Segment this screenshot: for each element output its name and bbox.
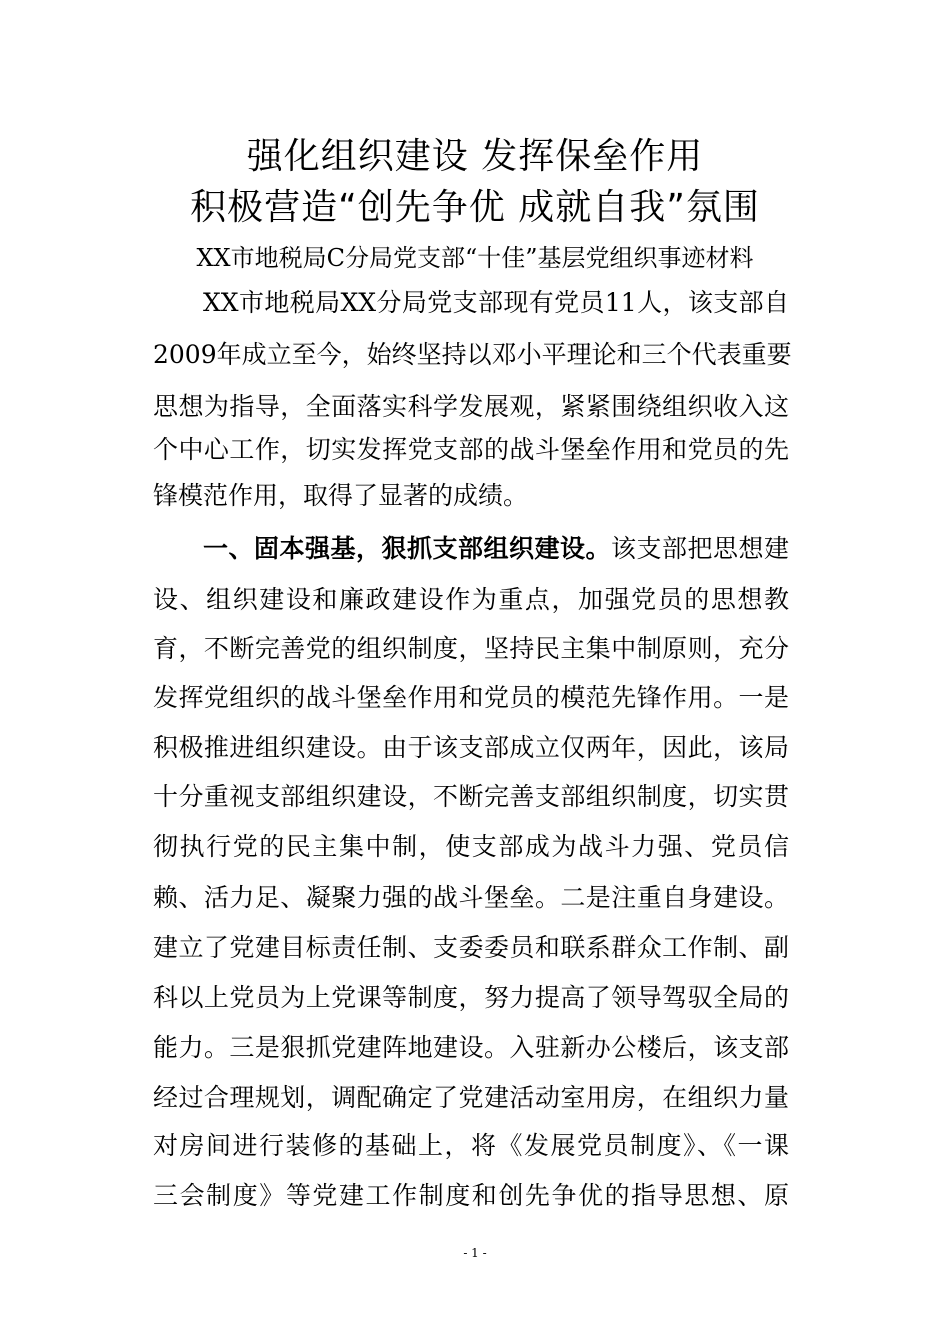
paragraph-line: 对房间进行装修的基础上，将《发展党员制度》、《一课	[153, 1131, 789, 1160]
document-subtitle: XX市地税局C分局党支部“十佳”基层党组织事迹材料	[196, 244, 754, 272]
paragraph-line: 赖、活力足、凝聚力强的战斗堡垒。二是注重自身建设。	[153, 883, 789, 912]
document-title-line-1: 强化组织建设 发挥保垒作用	[246, 136, 704, 177]
paragraph-line: 锋模范作用，取得了显著的成绩。	[153, 481, 529, 510]
paragraph-line: 经过合理规划，调配确定了党建活动室用房，在组织力量	[153, 1083, 789, 1112]
paragraph-line: 发挥党组织的战斗堡垒作用和党员的模范先锋作用。一是	[153, 683, 789, 712]
paragraph-line: 三会制度》等党建工作制度和创先争优的指导思想、原	[153, 1181, 789, 1210]
paragraph-line: XX市地税局XX分局党支部现有党员11人，该支部自	[203, 288, 789, 317]
paragraph-line: 设、组织建设和廉政建设作为重点，加强党员的思想教	[153, 585, 789, 614]
paragraph-line: 科以上党员为上党课等制度，努力提高了领导驾驭全局的	[153, 983, 789, 1012]
section-heading-line	[203, 523, 789, 575]
document-title-line-2: 积极营造“创先争优 成就自我”氛围	[190, 187, 760, 228]
paragraph-line: 育，不断完善党的组织制度，坚持民主集中制原则，充分	[153, 634, 789, 663]
page-number: - 1 -	[463, 1246, 487, 1260]
section-heading: 一、固本强基，狠抓支部组织建设。	[203, 534, 611, 563]
paragraph-line: 十分重视支部组织建设，不断完善支部组织制度，切实贯	[153, 782, 789, 811]
paragraph-line: 思想为指导，全面落实科学发展观，紧紧围绕组织收入这	[153, 392, 789, 421]
paragraph-line: 积极推进组织建设。由于该支部成立仅两年，因此，该局	[153, 733, 789, 762]
paragraph-line: 2009年成立至今，始终坚持以邓小平理论和三个代表重要	[153, 340, 792, 369]
paragraph-line: 建立了党建目标责任制、支委委员和联系群众工作制、副	[153, 933, 789, 962]
paragraph-line: 个中心工作，切实发挥党支部的战斗堡垒作用和党员的先	[153, 435, 789, 464]
paragraph-line: 能力。三是狠抓党建阵地建设。入驻新办公楼后，该支部	[153, 1033, 789, 1062]
section-heading-continuation: 该支部把思想建	[610, 534, 789, 563]
paragraph-line: 彻执行党的民主集中制，使支部成为战斗力强、党员信	[153, 832, 789, 861]
